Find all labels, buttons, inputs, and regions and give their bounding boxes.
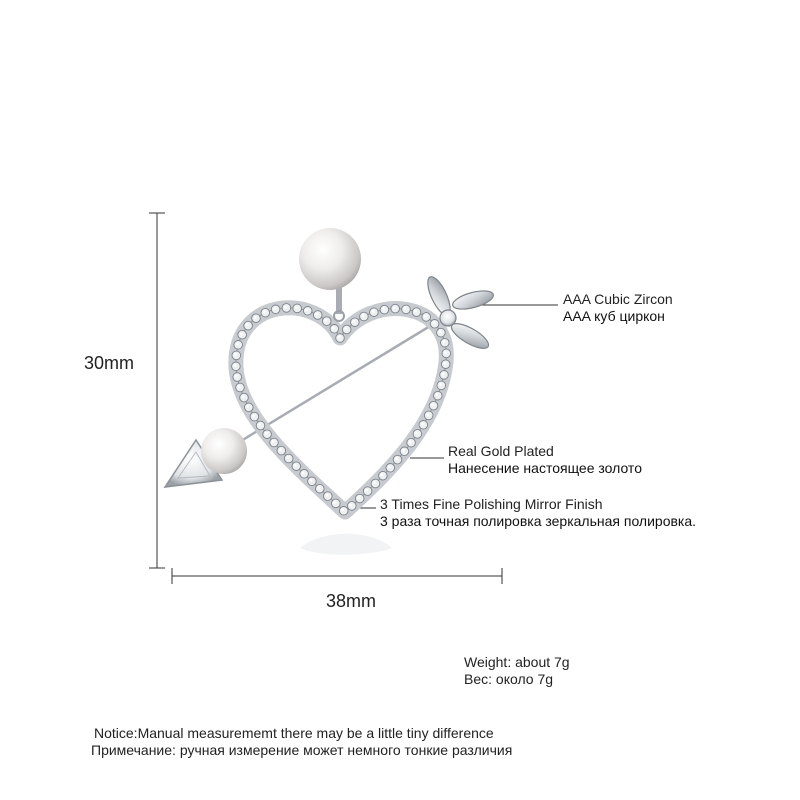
pave-stone-sparkle xyxy=(324,319,327,322)
pave-stone xyxy=(342,325,351,334)
polish-callout xyxy=(380,496,696,530)
pave-stone xyxy=(424,411,433,420)
pave-stone xyxy=(270,438,279,447)
pave-stone xyxy=(339,507,348,516)
pave-stone-sparkle xyxy=(263,310,266,313)
pave-stone xyxy=(308,477,317,486)
gold-callout-ru: Нанесение настоящее золото xyxy=(448,460,642,476)
pave-stone xyxy=(429,401,438,410)
zircon-callout xyxy=(563,291,673,325)
pave-stone-sparkle xyxy=(310,479,313,482)
pave-stone xyxy=(437,328,446,337)
pave-stone-sparkle xyxy=(415,432,418,435)
pave-stone xyxy=(292,462,301,471)
earring-post xyxy=(336,286,342,314)
weight-en: Weight: about 7g xyxy=(464,654,570,670)
pave-stone xyxy=(430,320,439,329)
pave-stone-sparkle xyxy=(439,383,442,386)
pave-stone xyxy=(441,338,450,347)
pave-stone-sparkle xyxy=(421,423,424,426)
pave-stone-sparkle xyxy=(426,413,429,416)
pave-stone-sparkle xyxy=(326,494,329,497)
pave-stone xyxy=(330,325,339,334)
pave-stone xyxy=(379,471,388,480)
pave-stone-sparkle xyxy=(436,393,439,396)
pave-stone xyxy=(256,421,265,430)
heart-pave-stones xyxy=(232,304,451,515)
pave-stone-sparkle xyxy=(295,306,298,309)
pave-stone xyxy=(437,381,446,390)
pave-stone xyxy=(313,311,322,320)
pave-stone xyxy=(261,308,270,317)
pave-stone xyxy=(355,494,364,503)
pave-stone xyxy=(419,421,428,430)
pave-stone-sparkle xyxy=(341,509,344,512)
pave-stone xyxy=(386,464,395,473)
pave-stone-sparkle xyxy=(338,336,341,339)
pave-stone-sparkle xyxy=(362,314,365,317)
pave-stone-sparkle xyxy=(294,464,297,467)
pave-stone xyxy=(442,349,451,358)
width-label: 38mm xyxy=(326,591,377,611)
pave-stone xyxy=(407,438,416,447)
pave-stone xyxy=(324,492,333,501)
pave-stone-sparkle xyxy=(318,486,321,489)
pave-stone-sparkle xyxy=(388,466,391,469)
pave-stone xyxy=(232,362,241,371)
pave-stone-sparkle xyxy=(402,449,405,452)
pave-stone xyxy=(234,341,243,350)
pave-stone xyxy=(348,502,357,511)
pave-stone xyxy=(271,305,280,314)
height-label: 30mm xyxy=(84,353,135,373)
pave-stone-sparkle xyxy=(236,343,239,346)
pave-stone xyxy=(282,304,291,313)
pave-stone-sparkle xyxy=(234,364,237,367)
weight-ru: Вес: около 7g xyxy=(464,671,554,687)
pave-stone-sparkle xyxy=(254,316,257,319)
pave-stone xyxy=(322,317,331,326)
pave-stone xyxy=(422,313,431,322)
pave-stone xyxy=(316,484,325,493)
pave-stone-sparkle xyxy=(302,472,305,475)
pave-stone-sparkle xyxy=(382,307,385,310)
pave-stone-sparkle xyxy=(258,423,261,426)
pave-stone-sparkle xyxy=(273,307,276,310)
pave-stone xyxy=(293,304,302,313)
pave-stone-sparkle xyxy=(372,310,375,313)
pave-stone-sparkle xyxy=(432,322,435,325)
pave-stone xyxy=(413,430,422,439)
pave-stone xyxy=(238,330,247,339)
pave-stone-sparkle xyxy=(234,353,237,356)
pave-stone xyxy=(440,371,449,380)
pave-stone xyxy=(300,470,309,479)
pave-stone xyxy=(380,305,389,314)
pave-stone-sparkle xyxy=(442,373,445,376)
pave-stone-sparkle xyxy=(238,385,241,388)
pave-stone xyxy=(402,305,411,314)
pave-stone-sparkle xyxy=(284,306,287,309)
pave-stone-sparkle xyxy=(409,440,412,443)
pave-stone-sparkle xyxy=(240,332,243,335)
pave-stone-sparkle xyxy=(414,310,417,313)
pave-stone xyxy=(363,487,372,496)
pave-stone-sparkle xyxy=(424,315,427,318)
pave-stone-sparkle xyxy=(305,309,308,312)
pave-stone xyxy=(263,430,272,439)
pave-stone-sparkle xyxy=(247,405,250,408)
pave-stone-sparkle xyxy=(357,496,360,499)
pave-stone xyxy=(336,334,345,343)
pave-stone xyxy=(400,447,409,456)
pave-stone-sparkle xyxy=(393,306,396,309)
pave-stone-sparkle xyxy=(252,414,255,417)
weight-info xyxy=(464,654,570,688)
pave-stone xyxy=(244,321,253,330)
pave-stone-sparkle xyxy=(443,362,446,365)
pave-stone xyxy=(371,479,380,488)
side-pearl xyxy=(201,428,247,474)
pave-stone xyxy=(240,393,249,402)
pave-stone-sparkle xyxy=(431,403,434,406)
pave-stone xyxy=(284,454,293,463)
pave-stone xyxy=(391,304,400,313)
pave-stone-sparkle xyxy=(272,440,275,443)
pave-stone-sparkle xyxy=(404,307,407,310)
pave-stone xyxy=(434,391,443,400)
notice-ru: Примечание: ручная измерение может немного тонкие различия xyxy=(91,742,513,758)
notice xyxy=(91,725,513,759)
pave-stone-sparkle xyxy=(444,351,447,354)
pave-stone xyxy=(412,308,421,317)
pave-stone-sparkle xyxy=(334,501,337,504)
gold-callout-en: Real Gold Plated xyxy=(448,443,554,459)
notice-en: Notice:Manual measurememt there may be a little tiny difference xyxy=(94,725,494,741)
polish-callout-ru: 3 раза точная полировка зеркальная полировка. xyxy=(380,513,697,529)
pave-stone-sparkle xyxy=(286,456,289,459)
pave-stone-sparkle xyxy=(246,323,249,326)
gold-callout xyxy=(448,443,642,477)
height-dimension-line xyxy=(149,213,165,568)
pave-stone-sparkle xyxy=(315,313,318,316)
pave-stone-sparkle xyxy=(443,340,446,343)
pave-stone xyxy=(441,360,450,369)
pave-stone xyxy=(393,455,402,464)
pave-stone xyxy=(236,383,245,392)
polish-callout-en: 3 Times Fine Polishing Mirror Finish xyxy=(380,496,603,512)
pave-stone xyxy=(303,307,312,316)
pave-stone-sparkle xyxy=(395,457,398,460)
pave-stone-sparkle xyxy=(373,481,376,484)
pave-stone xyxy=(252,314,261,323)
pave-stone xyxy=(332,499,341,508)
top-pearl xyxy=(299,228,361,290)
pave-stone xyxy=(277,446,286,455)
pave-stone-sparkle xyxy=(353,320,356,323)
zircon-callout-en: AAA Cubic Zircon xyxy=(563,291,673,307)
pave-stone-sparkle xyxy=(265,432,268,435)
pave-stone-sparkle xyxy=(235,375,238,378)
pave-stone-sparkle xyxy=(332,327,335,330)
pave-stone-sparkle xyxy=(279,448,282,451)
pave-stone xyxy=(232,351,241,360)
width-dimension-line xyxy=(172,568,502,584)
pave-stone-sparkle xyxy=(381,473,384,476)
pave-stone xyxy=(245,403,254,412)
pave-stone-sparkle xyxy=(242,395,245,398)
pave-stone xyxy=(351,318,360,327)
pave-stone xyxy=(250,412,259,421)
pave-stone-sparkle xyxy=(365,489,368,492)
pave-stone xyxy=(233,373,242,382)
pave-stone-sparkle xyxy=(350,504,353,507)
pave-stone-sparkle xyxy=(439,330,442,333)
pave-stone xyxy=(360,312,369,321)
heart-reflection xyxy=(300,534,392,555)
pave-stone xyxy=(370,308,379,317)
pave-stone-sparkle xyxy=(344,327,347,330)
zircon-callout-ru: AAA куб циркон xyxy=(563,308,665,324)
